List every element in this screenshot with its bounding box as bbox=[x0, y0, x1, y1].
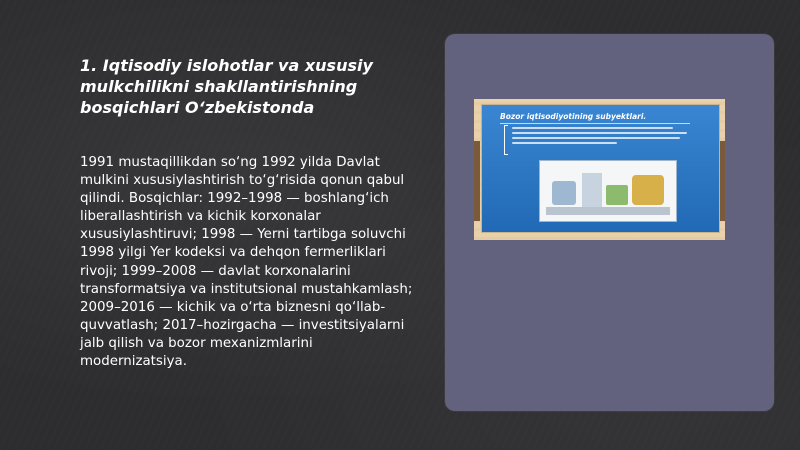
image-panel bbox=[445, 34, 774, 411]
illustration-shape bbox=[632, 175, 664, 205]
slide-title: 1. Iqtisodiy islohotlar va xususiy mulkchilikni shakllantirishning bosqichlari O‘zbekistonda bbox=[80, 56, 373, 117]
thumbnail-text-line bbox=[512, 132, 687, 134]
slide-thumbnail-image bbox=[474, 99, 725, 240]
illustration-shape bbox=[552, 181, 576, 205]
thumbnail-text-line bbox=[512, 142, 617, 144]
thumbnail-left-strip bbox=[474, 141, 480, 221]
illustration-shape bbox=[546, 207, 670, 215]
thumbnail-text-block bbox=[512, 127, 687, 153]
illustration-shape bbox=[606, 185, 628, 205]
thumbnail-right-strip bbox=[720, 141, 725, 221]
thumbnail-text-line bbox=[512, 127, 673, 129]
thumbnail-illustration bbox=[539, 160, 677, 222]
thumbnail-text-line bbox=[512, 137, 680, 139]
thumbnail-header: Bozor iqtisodiyotining subyektlari. bbox=[500, 111, 690, 124]
slide-body-text: 1991 mustaqillikdan so‘ng 1992 yilda Davlat mulkini xususiylashtirish to‘g‘risida qonun qabul qilindi. Bosqichlar: 1992–1998 — boshlang‘ich liberallashtirish va kichik korxonalar xususiylashtiruvi; 1998 — Yerni tartibga soluvchi 1998 yilgi Yer kodeksi va dehqon fermerliklari rivoji; 1999–2008 — davlat korxonalarini transformatsiya va institutsional mustahkamlash; 2009–2016 — kichik va o‘rta biznesni qo‘llab-quvvatlash; 2017–hozirgacha — investitsiyalarni jalb qilish va bozor mexanizmlarini modernizatsiya. bbox=[80, 155, 413, 370]
thumbnail-bracket bbox=[504, 125, 508, 155]
illustration-shape bbox=[582, 173, 602, 207]
thumbnail-frame bbox=[481, 104, 720, 233]
